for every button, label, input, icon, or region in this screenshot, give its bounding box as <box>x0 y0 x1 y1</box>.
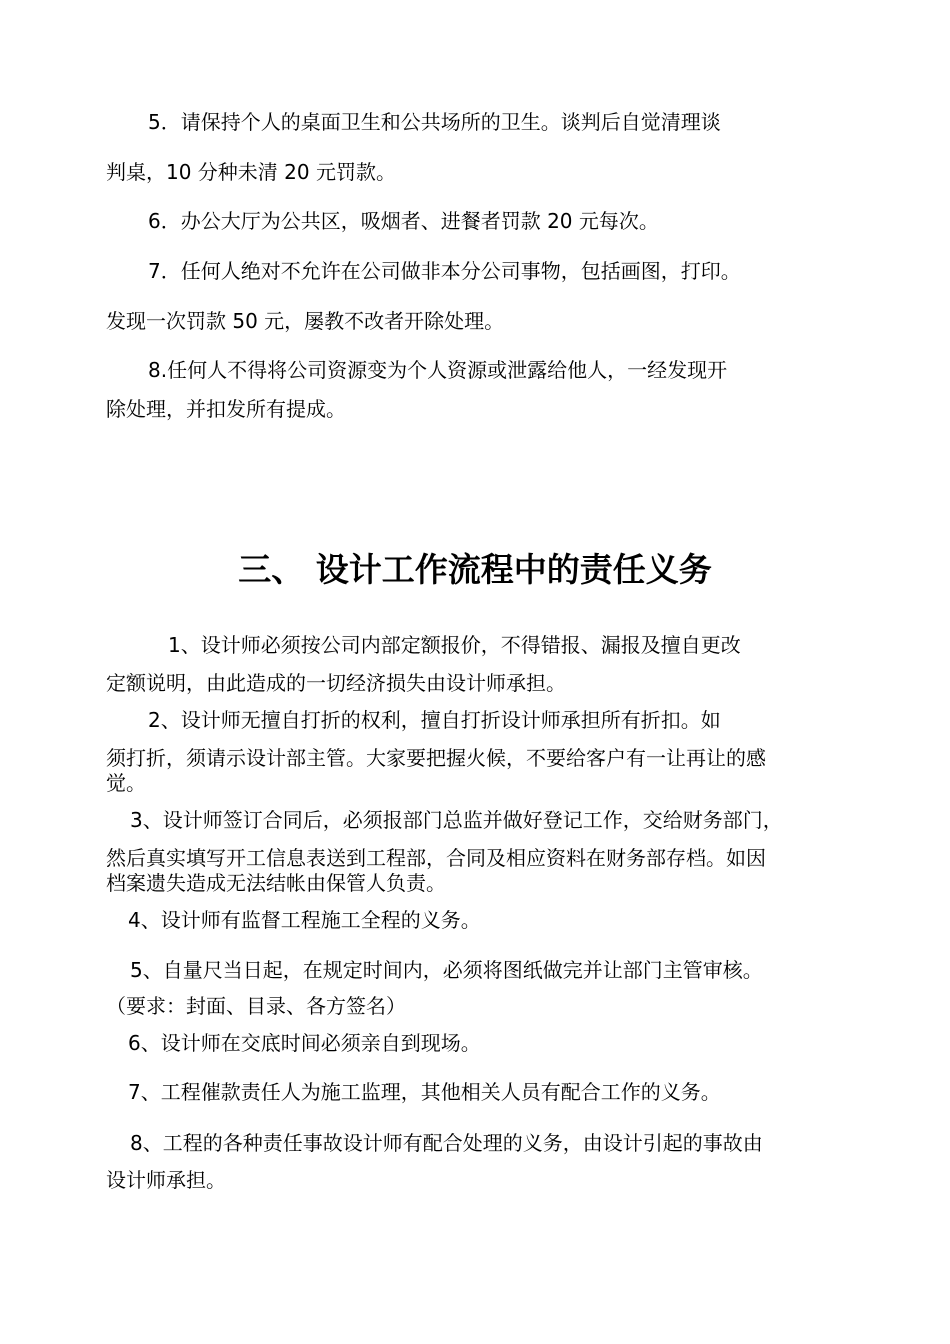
rule-7-line-1: 7．任何人绝对不允许在公司做非本分公司事物，包括画图，打印。 <box>148 259 741 283</box>
duty-3-line-3: 档案遗失造成无法结帐由保管人负责。 <box>106 871 446 895</box>
duty-1-line-2: 定额说明，由此造成的一切经济损失由设计师承担。 <box>106 671 566 695</box>
duty-4-line-1: 4、设计师有监督工程施工全程的义务。 <box>128 908 481 932</box>
rule-6-line-1: 6．办公大厅为公共区，吸烟者、进餐者罚款 20 元每次。 <box>148 209 659 233</box>
duty-2-line-2: 须打折，须请示设计部主管。大家要把握火候，不要给客户有一让再让的感 <box>106 746 766 770</box>
duty-3-line-1: 3、设计师签订合同后，必须报部门总监并做好登记工作，交给财务部门， <box>130 808 783 832</box>
duty-2-line-1: 2、设计师无擅自打折的权利，擅自打折设计师承担所有折扣。如 <box>148 708 721 732</box>
duty-5-line-2: （要求：封面、目录、各方签名） <box>106 994 406 1018</box>
duty-5-line-1: 5、自量尺当日起，在规定时间内，必须将图纸做完并让部门主管审核。 <box>130 958 763 982</box>
section-heading: 三、 设计工作流程中的责任义务 <box>238 550 712 589</box>
rule-8-line-1: 8.任何人不得将公司资源变为个人资源或泄露给他人，一经发现开 <box>148 358 728 382</box>
duty-2-line-3: 觉。 <box>106 771 146 795</box>
duty-7-line-1: 7、工程催款责任人为施工监理，其他相关人员有配合工作的义务。 <box>128 1080 721 1104</box>
rule-5-line-1: 5．请保持个人的桌面卫生和公共场所的卫生。谈判后自觉清理谈 <box>148 110 721 134</box>
duty-8-line-1: 8、工程的各种责任事故设计师有配合处理的义务，由设计引起的事故由 <box>130 1131 763 1155</box>
duty-6-line-1: 6、设计师在交底时间必须亲自到现场。 <box>128 1031 481 1055</box>
rule-5-line-2: 判桌，10 分种未清 20 元罚款。 <box>106 160 396 184</box>
duty-1-line-1: 1、设计师必须按公司内部定额报价，不得错报、漏报及擅自更改 <box>168 633 741 657</box>
duty-3-line-2: 然后真实填写开工信息表送到工程部，合同及相应资料在财务部存档。如因 <box>106 846 766 870</box>
duty-8-line-2: 设计师承担。 <box>106 1168 226 1192</box>
rule-8-line-2: 除处理，并扣发所有提成。 <box>106 397 346 421</box>
rule-7-line-2: 发现一次罚款 50 元，屡教不改者开除处理。 <box>106 309 505 333</box>
